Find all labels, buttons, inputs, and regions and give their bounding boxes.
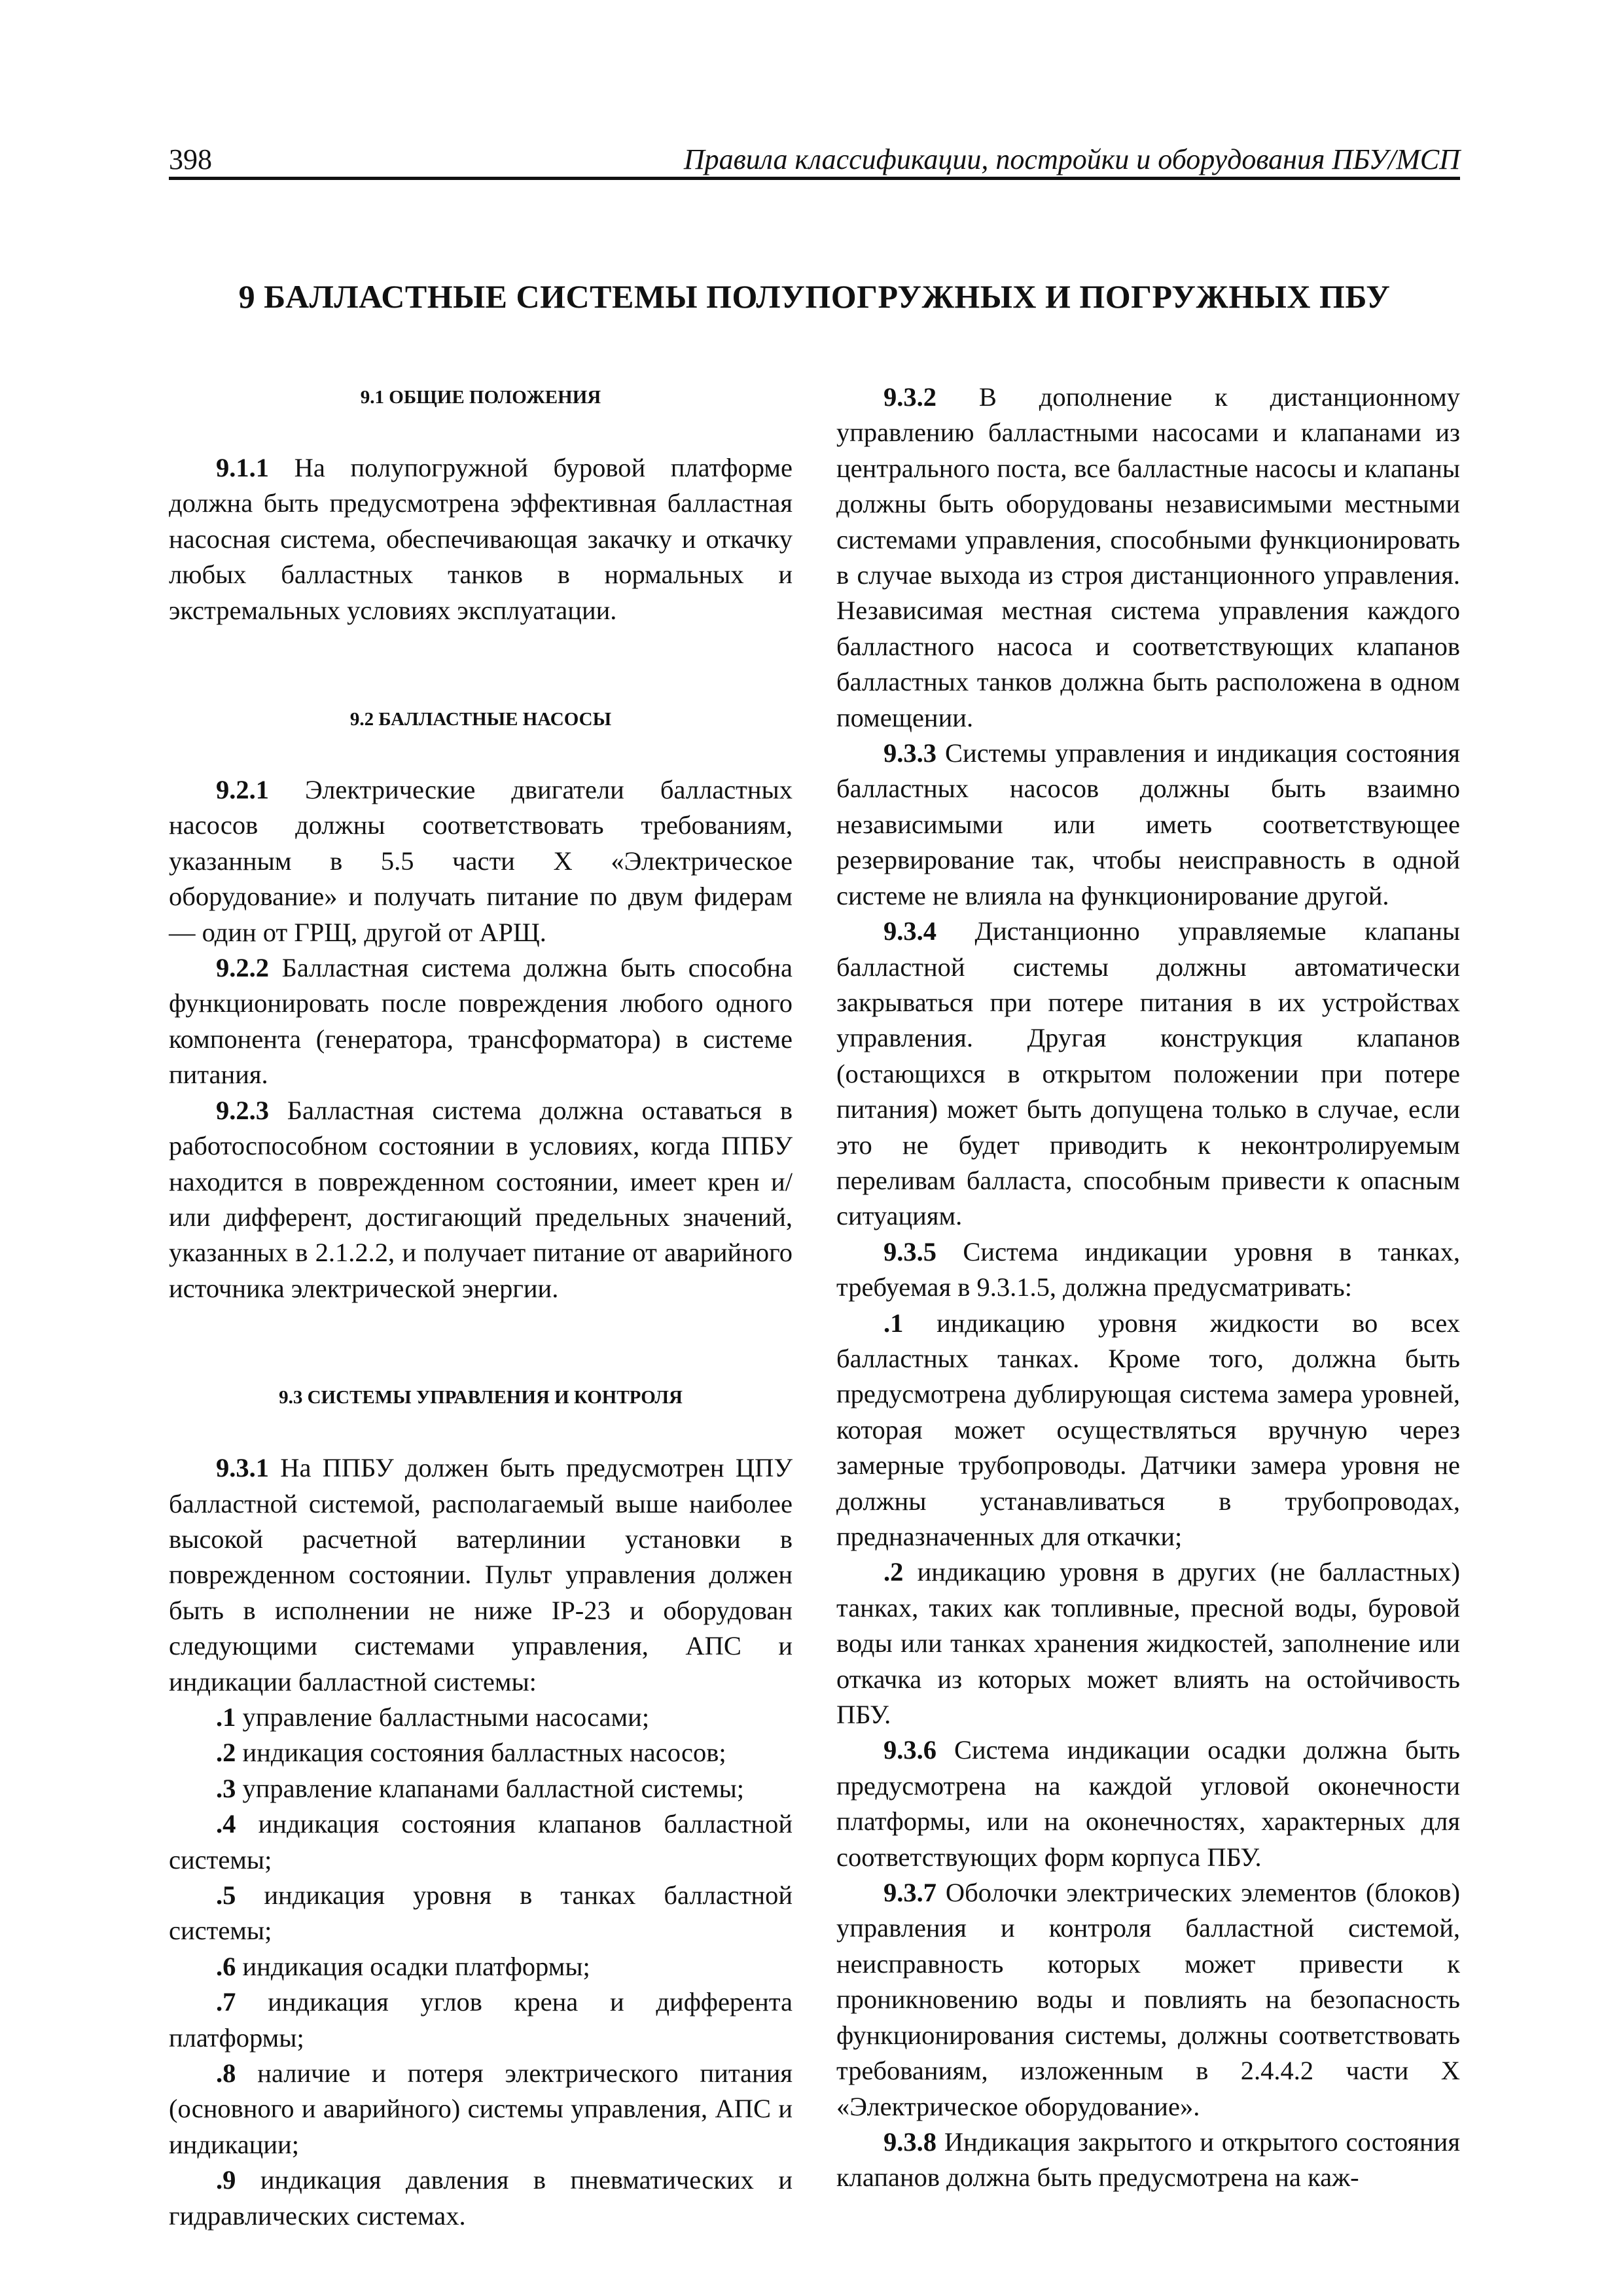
item-number: .9 [216,2165,236,2195]
page-header [169,143,1460,180]
paragraph-text: Электрические двигатели балластных насосов должны соответствовать требованиям, указанным в 5.5 части X «Электрическое оборудование» и получать питание по двум фидерам — один от ГРЩ, другой от АРЩ. [169,775,793,947]
paragraph-number: 9.1.1 [216,453,269,482]
paragraph-9-3-7 [836,1875,1460,2125]
list-item [169,1806,793,1878]
section-heading-9-1: 9.1 ОБЩИЕ ПОЛОЖЕНИЯ [360,387,601,408]
paragraph-9-3-8 [836,2125,1460,2196]
item-text: индикация состояния балластных насосов; [236,1738,726,1768]
item-number: .6 [216,1951,236,1981]
paragraph-9-3-3 [836,736,1460,914]
item-text: индикация осадки платформы; [236,1951,590,1981]
paragraph-number: 9.3.7 [883,1878,936,1908]
list-item [169,1771,793,1806]
paragraph-text: Системы управления и индикация состояния балластных насосов должны быть взаимно независимыми или иметь соответствующее резервирование так, чтобы неисправность в одной системе не влияла на функционирование другой. [836,738,1460,910]
paragraph-text: Балластная система должна оставаться в работоспособном состоянии в условиях, когда ППБУ находится в поврежденном состоянии, имеет крен и/или дифферент, достигающий предельных значений, указанных в 2.1.2.2, и получает питание от аварийного источника электрической энергии. [169,1095,793,1303]
paragraph-number: 9.3.3 [883,738,936,768]
paragraph-number: 9.2.2 [216,953,269,983]
paragraph-text: Система индикации уровня в танках, требуемая в 9.3.1.5, должна предусматривать: [836,1236,1460,1302]
paragraph-number: 9.3.1 [216,1453,269,1483]
section-heading-9-3: 9.3 СИСТЕМЫ УПРАВЛЕНИЯ И КОНТРОЛЯ [279,1387,683,1408]
left-column [169,380,793,2234]
item-text: управление балластными насосами; [236,1702,650,1732]
item-number: .7 [216,1987,236,2017]
paragraph-9-1-1 [169,450,793,628]
item-text: индикация давления в пневматических и гидравлических системах. [169,2165,793,2231]
list-item [169,1949,793,1984]
paragraph-text: На полупогружной буровой платформе должна быть предусмотрена эффективная балластная насосная система, обеспечивающая закачку и откачку любых балластных танков в нормальных и экстремальных условиях эксплуатации. [169,453,793,625]
list-item [169,2056,793,2162]
section-heading-9-2: 9.2 БАЛЛАСТНЫЕ НАСОСЫ [349,709,612,730]
paragraph-9-2-1 [169,772,793,950]
paragraph-number: 9.3.5 [883,1236,936,1266]
paragraph-9-3-4 [836,914,1460,1234]
list-item [836,1554,1460,1732]
item-number: .1 [883,1308,904,1338]
paragraph-text: На ППБУ должен быть предусмотрен ЦПУ балластной системой, располагаемый выше наиболее высокой расчетной ватерлинии установки в поврежденном состоянии. Пульт управления должен быть в исполнении не ниже IP-23 и оборудован следующими системами управления, АПС и индикации балластной системы: [169,1453,793,1696]
paragraph-9-2-2 [169,950,793,1093]
chapter-title: 9 БАЛЛАСТНЫЕ СИСТЕМЫ ПОЛУПОГРУЖНЫХ И ПОГРУЖНЫХ ПБУ [238,278,1391,315]
paragraph-text: Оболочки электрических элементов (блоков) управления и контроля балластной системой, неисправность которых может привести к проникновению воды и повлиять на безопасность функционирования системы, должны соответствовать требованиям, изложенным в 2.4.4.2 части X «Электрическое оборудование». [836,1878,1460,2121]
item-number: .8 [216,2058,236,2089]
paragraph-text: Балластная система должна быть способна функционировать после повреждения любого одного компонента (генератора, трансформатора) в системе питания. [169,953,793,1090]
item-text: индикация уровня в танках балластной системы; [169,1880,793,1946]
list-item [169,1735,793,1770]
paragraph-9-3-2 [836,380,1460,736]
list-item [836,1306,1460,1555]
item-number: .2 [216,1738,236,1768]
item-text: индикацию уровня жидкости во всех балластных танках. Кроме того, должна быть предусмотрена дублирующая система замера уровней, которая может осуществляться вручную через замерные трубопроводы. Датчики замера уровня не должны устанавливаться в трубопроводах, предназначенных для откачки; [836,1308,1460,1551]
right-column [836,380,1460,2196]
paragraph-number: 9.2.1 [216,775,269,805]
item-number: .1 [216,1702,236,1732]
paragraph-9-3-1 [169,1450,793,1700]
paragraph-text: Система индикации осадки должна быть предусмотрена на каждой угловой оконечности платформы, или на оконечностях, характерных для соответствующих форм корпуса ПБУ. [836,1735,1460,1872]
paragraph-number: 9.3.4 [883,916,936,946]
item-text: индикацию уровня в других (не балластных) танках, таких как топливные, пресной воды, буровой воды или танках хранения жидкостей, заполнение или откачка из которых может влиять на остойчивость ПБУ. [836,1557,1460,1730]
paragraph-number: 9.3.6 [883,1735,936,1765]
item-text: индикация углов крена и дифферента платформы; [169,1987,793,2053]
item-number: .5 [216,1880,236,1910]
running-title: Правила классификации, постройки и оборудования ПБУ/МСП [683,143,1460,175]
list-item [169,1878,793,1949]
item-number: .3 [216,1773,236,1803]
paragraph-9-3-5 [836,1234,1460,1306]
item-text: управление клапанами балластной системы; [236,1773,745,1803]
paragraph-number: 9.2.3 [216,1095,269,1125]
item-text: наличие и потеря электрического питания (основного и аварийного) системы управления, АПС и индикации; [169,2058,793,2159]
paragraph-9-2-3 [169,1093,793,1306]
item-text: индикация состояния клапанов балластной системы; [169,1809,793,1874]
page-number: 398 [169,143,212,175]
item-number: .4 [216,1809,236,1839]
paragraph-number: 9.3.8 [883,2126,936,2157]
item-number: .2 [883,1557,904,1587]
paragraph-9-3-6 [836,1732,1460,1875]
paragraph-text: Дистанционно управляемые клапаны балластной системы должны автоматически закрываться при потере питания в их устройствах управления. Другая конструкция клапанов (остающихся в открытом положении при потере питания) может быть допущена только в случае, если это не будет приводить к неконтролируемым переливам балласта, способным привести к опасным ситуациям. [836,916,1460,1231]
list-item [169,2162,793,2234]
list-item [169,1700,793,1735]
paragraph-text: Индикация закрытого и открытого состояния клапанов должна быть предусмотрена на каж- [836,2126,1460,2193]
list-item [169,1984,793,2056]
paragraph-text: В дополнение к дистанционному управлению балластными насосами и клапанами из центрального поста, все балластные насосы и клапаны должны быть оборудованы независимыми местными системами управления, способными функционировать в случае выхода из строя дистанционного управления. Независимая местная система управления каждого балластного насоса и соответствующих клапанов балластных танков должна быть расположена в одном помещении. [836,382,1460,732]
paragraph-number: 9.3.2 [883,382,936,412]
